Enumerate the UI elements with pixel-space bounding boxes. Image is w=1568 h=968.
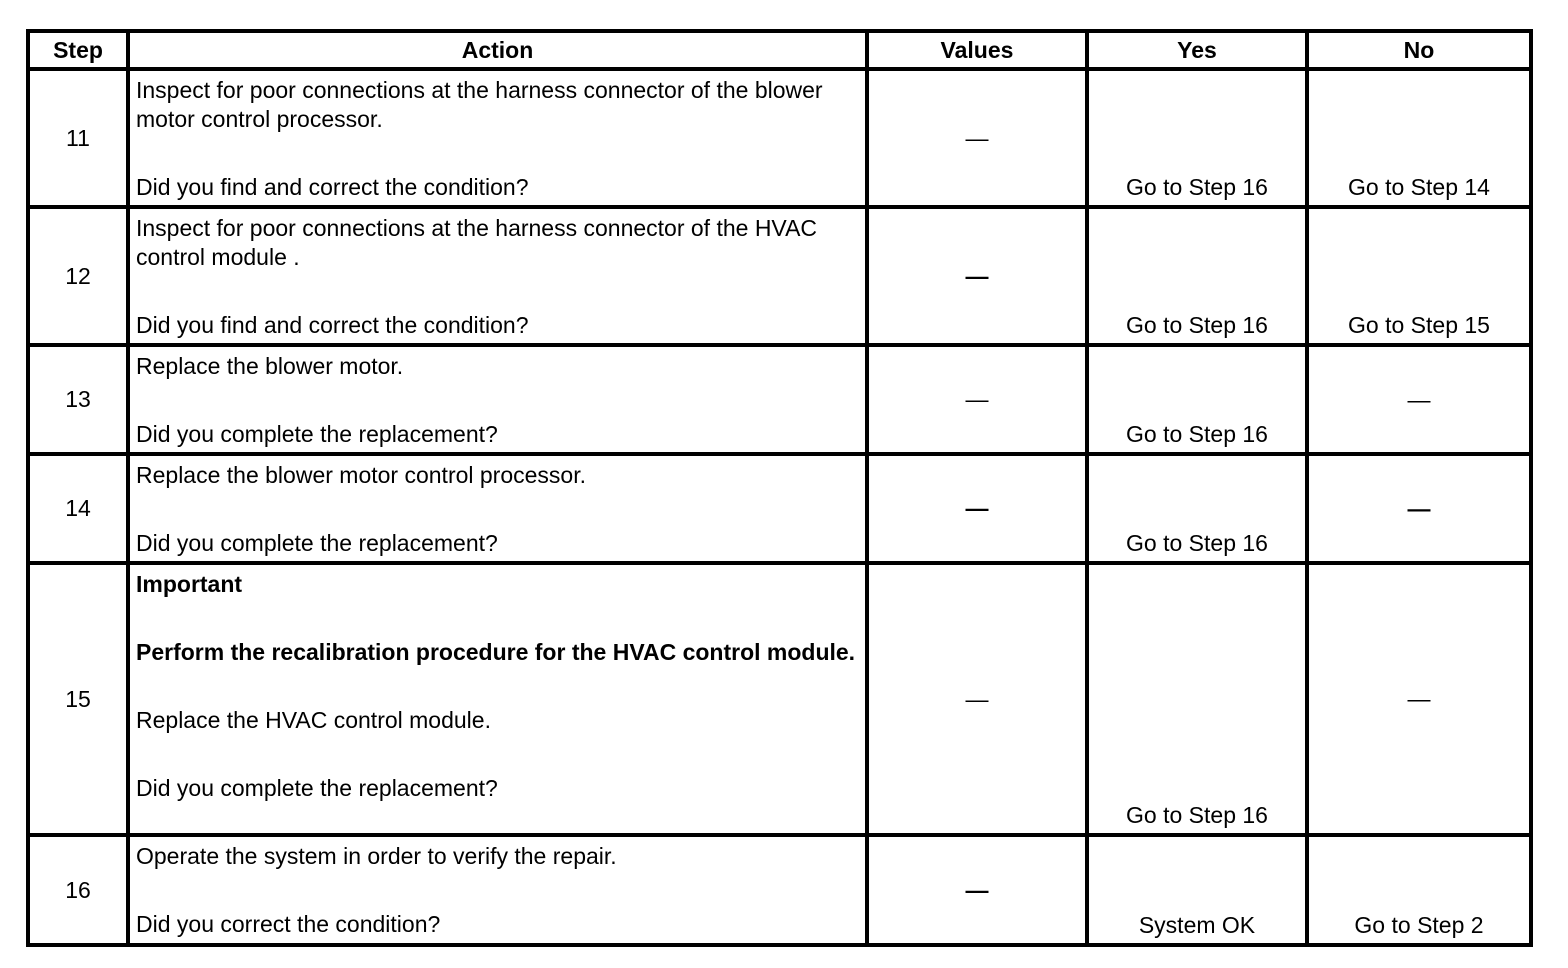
action-question: Did you find and correct the condition? (136, 174, 529, 200)
table-row (28, 345, 1531, 454)
values-cell (867, 835, 1087, 945)
values-cell (867, 563, 1087, 835)
yes-outcome: Go to Step 16 (1126, 174, 1268, 200)
yes-outcome: Go to Step 16 (1126, 421, 1268, 447)
values-cell (867, 345, 1087, 454)
yes-cell (1087, 69, 1307, 207)
action-cell (128, 454, 867, 563)
step-number: 13 (28, 345, 128, 454)
no-outcome: — (1407, 685, 1431, 712)
action-question: Did you complete the replacement? (136, 530, 498, 556)
action-question: Did you complete the replacement? (136, 775, 498, 801)
values-dash: — (965, 876, 989, 903)
values-dash: — (965, 495, 989, 521)
action-instruction: Replace the blower motor control processor. (136, 462, 586, 488)
no-cell (1307, 345, 1531, 454)
no-cell (1307, 69, 1531, 207)
action-instruction: Inspect for poor connections at the harness connector of the blower motor control processor. (136, 77, 823, 132)
important-note: Perform the recalibration procedure for the HVAC control module. (136, 639, 856, 665)
action-question: Did you complete the replacement? (136, 421, 498, 447)
header-no: No (1307, 31, 1531, 69)
table-row (28, 454, 1531, 563)
action-cell (128, 207, 867, 345)
step-number: 14 (28, 454, 128, 563)
values-dash: — (965, 262, 989, 289)
yes-outcome: Go to Step 16 (1126, 312, 1268, 338)
action-cell (128, 563, 867, 835)
table-row (28, 69, 1531, 207)
step-number: 12 (28, 207, 128, 345)
no-outcome: Go to Step 15 (1348, 312, 1490, 338)
yes-cell (1087, 454, 1307, 563)
header-row (28, 31, 1531, 69)
values-cell (867, 69, 1087, 207)
yes-outcome: System OK (1138, 912, 1256, 938)
header-values: Values (867, 31, 1087, 69)
no-cell (1307, 835, 1531, 945)
table-row (28, 563, 1531, 835)
action-cell (128, 345, 867, 454)
table-row (28, 207, 1531, 345)
values-dash: — (965, 685, 989, 712)
action-instruction: Operate the system in order to verify the repair. (136, 843, 617, 869)
action-instruction: Inspect for poor connections at the harness connector of the HVAC control module . (136, 215, 818, 270)
values-dash: — (965, 124, 989, 151)
action-instruction: Replace the blower motor. (136, 353, 404, 379)
table-row (28, 835, 1531, 945)
values-cell (867, 207, 1087, 345)
header-yes: Yes (1087, 31, 1307, 69)
action-instruction: Replace the HVAC control module. (136, 707, 491, 733)
no-outcome: — (1407, 386, 1431, 412)
action-question: Did you correct the condition? (136, 911, 441, 937)
yes-cell (1087, 207, 1307, 345)
action-cell (128, 835, 867, 945)
no-cell (1307, 563, 1531, 835)
step-number: 16 (28, 835, 128, 945)
diagnostic-table (26, 29, 1533, 947)
yes-outcome: Go to Step 16 (1126, 530, 1268, 556)
action-cell (128, 69, 867, 207)
yes-outcome: Go to Step 16 (1126, 802, 1268, 828)
step-number: 11 (28, 69, 128, 207)
no-outcome: Go to Step 14 (1348, 174, 1490, 200)
header-step: Step (28, 31, 128, 69)
values-cell (867, 454, 1087, 563)
yes-cell (1087, 563, 1307, 835)
important-heading: Important (136, 571, 243, 597)
no-outcome: Go to Step 2 (1354, 912, 1484, 938)
yes-cell (1087, 345, 1307, 454)
no-cell (1307, 454, 1531, 563)
header-action: Action (128, 31, 867, 69)
no-cell (1307, 207, 1531, 345)
values-dash: — (965, 386, 989, 412)
step-number: 15 (28, 563, 128, 835)
action-question: Did you find and correct the condition? (136, 312, 529, 338)
yes-cell (1087, 835, 1307, 945)
no-outcome: — (1407, 495, 1431, 521)
